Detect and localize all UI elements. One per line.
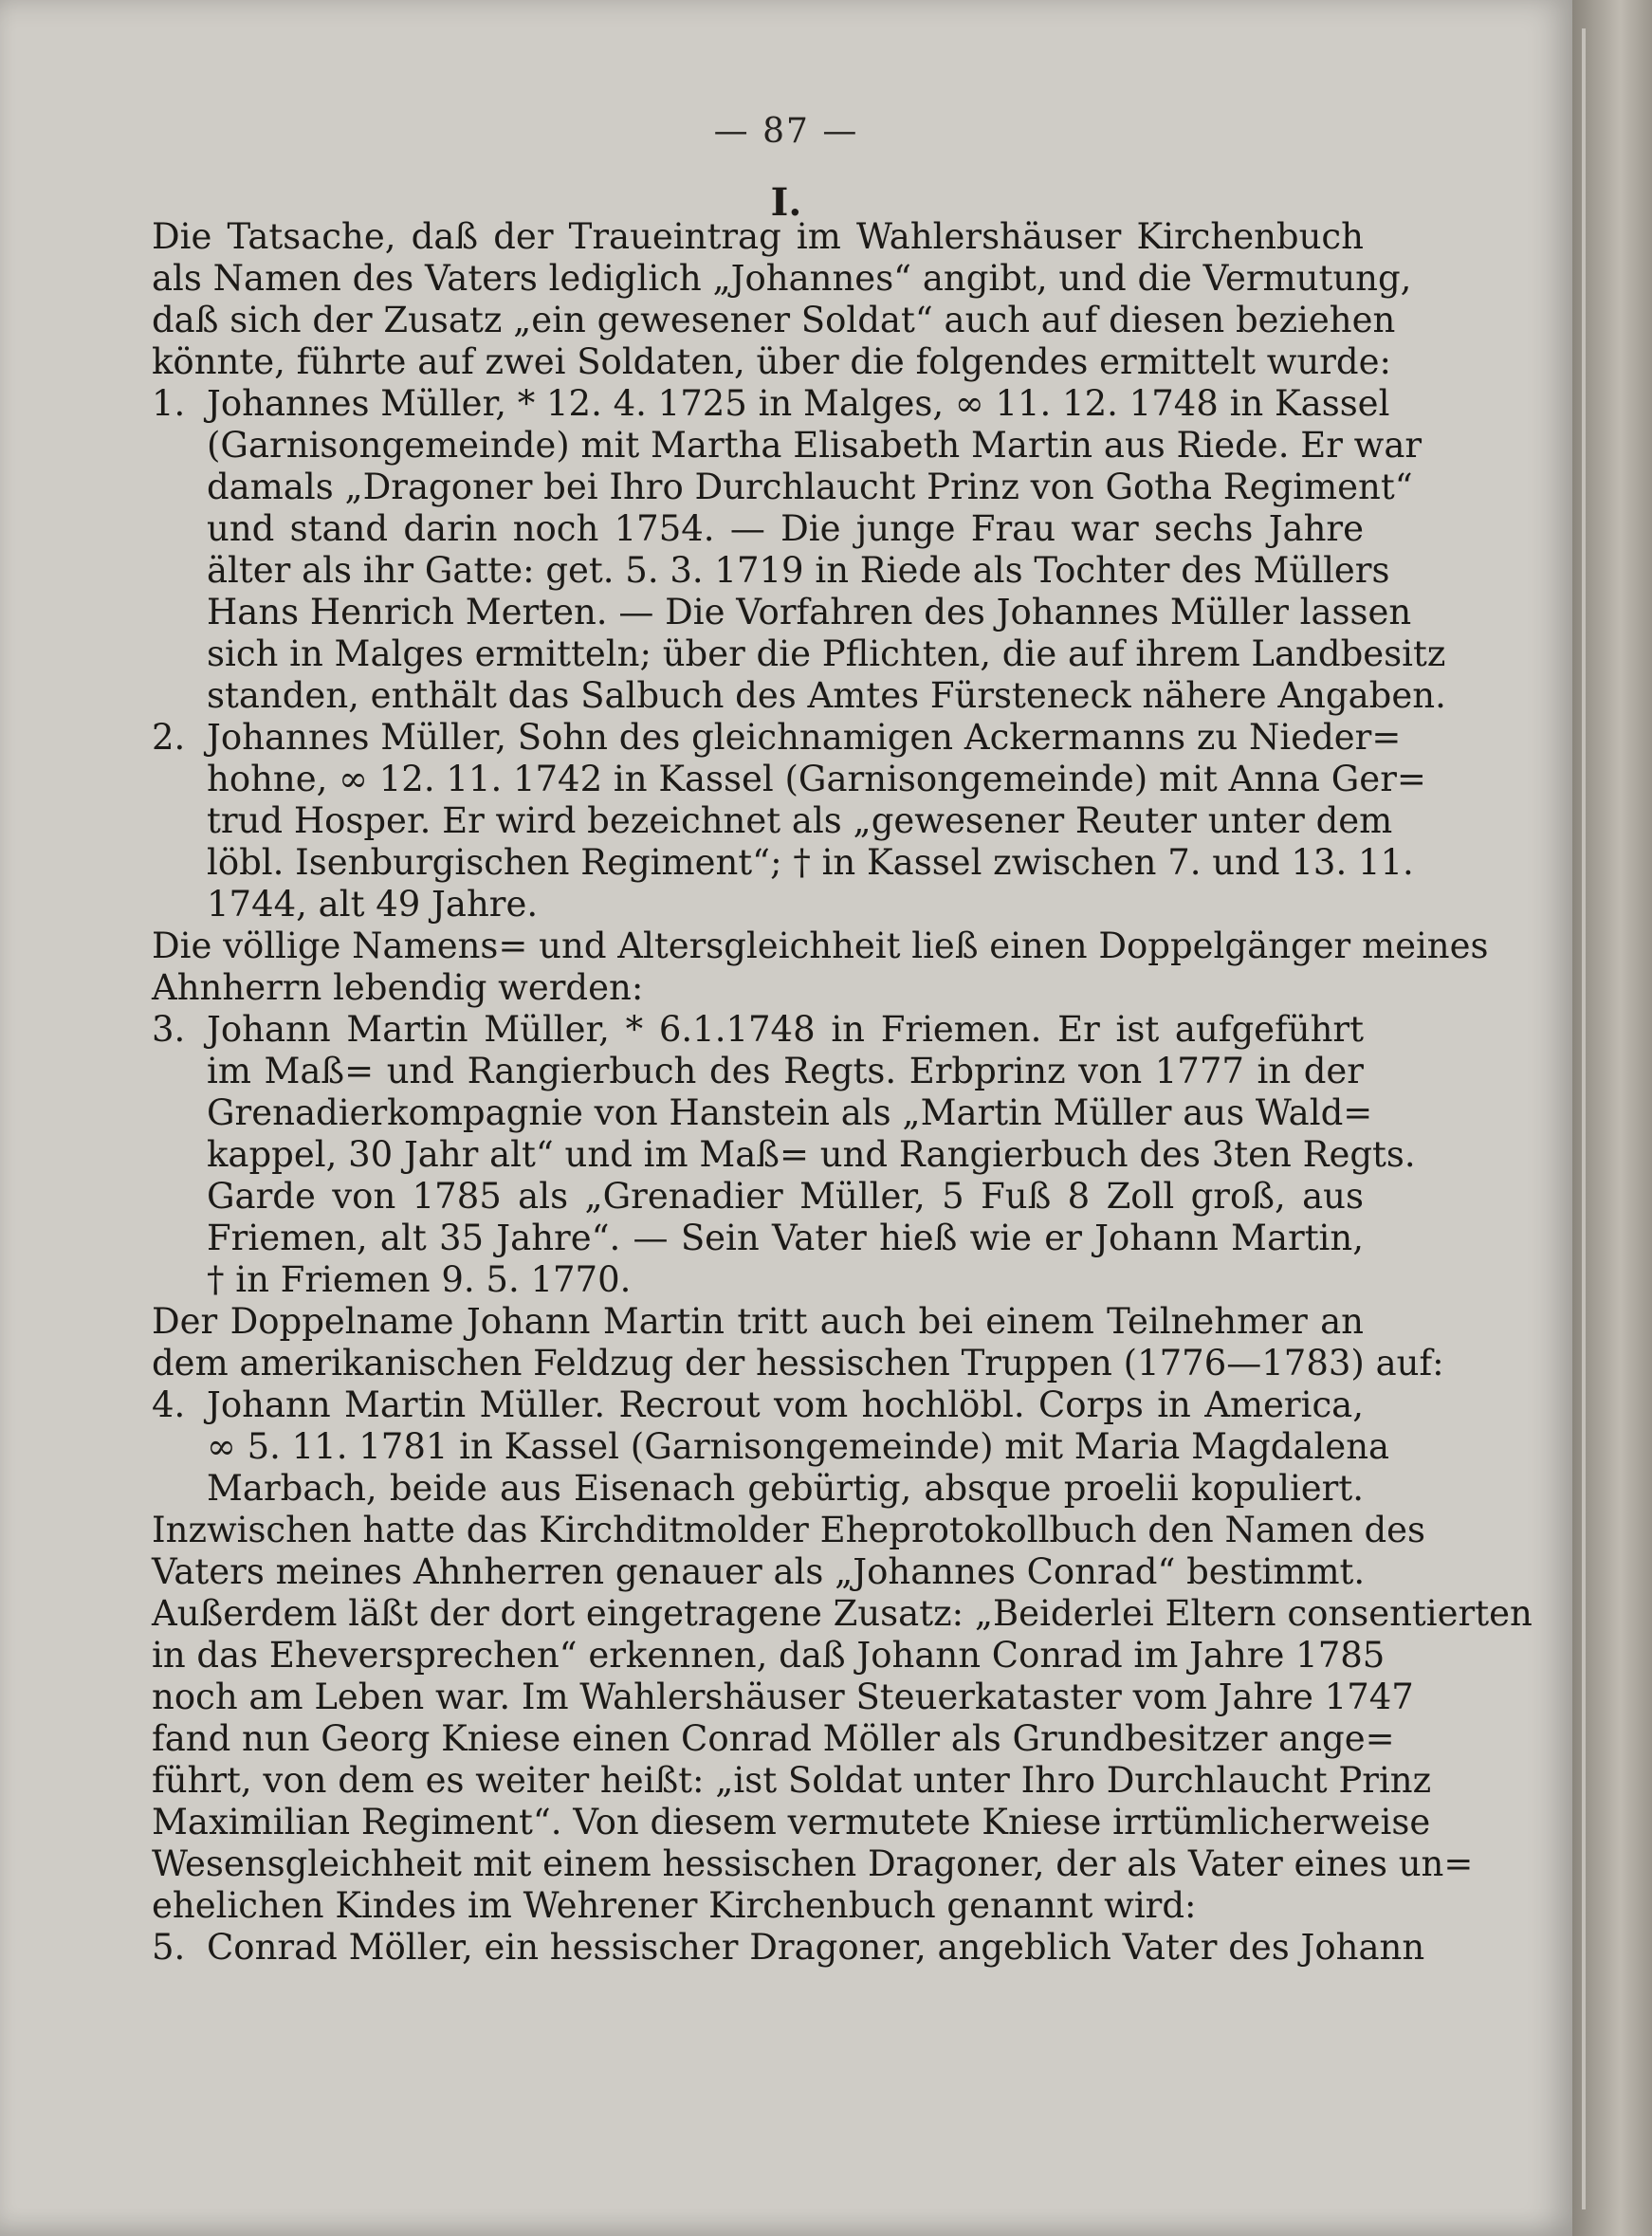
text-line: Johannes Müller, * 12. 4. 1725 in Malges, ∞ 11. 12. 1748 in Kassel [207, 383, 1390, 424]
text-line: sich in Malges ermitteln; über die Pflichten, die auf ihrem Landbesitz [207, 633, 1446, 674]
text-line: führt, von dem es weiter heißt: „ist Soldat unter Ihro Durchlaucht Prinz [152, 1760, 1432, 1801]
item-number: 4. [152, 1384, 186, 1425]
text-line: Außerdem läßt der dort eingetragene Zusatz: „Beiderlei Eltern consentierten [152, 1593, 1533, 1634]
text-line: älter als ihr Gatte: get. 5. 3. 1719 in Riede als Tochter des Müllers [207, 550, 1390, 591]
item-number: 1. [152, 383, 186, 424]
text-line: Wesensgleichheit mit einem hessischen Dragoner, der als Vater eines un= [152, 1843, 1474, 1884]
page-number: — 87 — [713, 112, 859, 151]
text-line: Johann Martin Müller. Recrout vom hochlöbl. Corps in America, [207, 1384, 1364, 1425]
text-line: Ahnherrn lebendig werden: [152, 967, 644, 1008]
text-line: Hans Henrich Merten. — Die Vorfahren des Johannes Müller lassen [207, 592, 1412, 632]
text-line: Die völlige Namens= und Altersgleichheit ließ einen Doppelgänger meines [152, 926, 1489, 966]
text-line: 1744, alt 49 Jahre. [207, 884, 539, 925]
text-line: damals „Dragoner bei Ihro Durchlaucht Prinz von Gotha Regiment“ [207, 467, 1413, 507]
list-item-1 [152, 383, 1446, 717]
list-item-2 [152, 717, 1426, 926]
paragraph-intro [152, 216, 1412, 383]
text-line: Die Tatsache, daß der Traueintrag im Wahlershäuser Kirchenbuch [152, 216, 1364, 257]
text-line: standen, enthält das Salbuch des Amtes Fürsteneck nähere Angaben. [207, 675, 1446, 716]
text-line: kappel, 30 Jahr alt“ und im Maß= und Rangierbuch des 3ten Regts. [207, 1134, 1416, 1175]
paragraph-doppelgaenger [152, 926, 1489, 1009]
text-line: in das Eheversprechen“ erkennen, daß Johann Conrad im Jahre 1785 [152, 1635, 1386, 1676]
text-line: dem amerikanischen Feldzug der hessischen Truppen (1776—1783) auf: [152, 1343, 1444, 1384]
text-line: Maximilian Regiment“. Von diesem vermutete Kniese irrtümlicherweise [152, 1802, 1431, 1842]
list-item-4 [152, 1384, 1390, 1510]
text-line: Friemen, alt 35 Jahre“. — Sein Vater hieß wie er Johann Martin, [207, 1218, 1364, 1258]
section-heading: I. [770, 180, 802, 225]
text-line: Garde von 1785 als „Grenadier Müller, 5 Fuß 8 Zoll groß, aus [207, 1176, 1364, 1217]
item-number: 3. [152, 1009, 186, 1050]
text-line: im Maß= und Rangierbuch des Regts. Erbprinz von 1777 in der [207, 1051, 1364, 1091]
item-number: 2. [152, 717, 186, 758]
text-line: als Namen des Vaters lediglich „Johannes“ angibt, und die Vermutung, [152, 258, 1412, 299]
text-line: löbl. Isenburgischen Regiment“; † in Kassel zwischen 7. und 13. 11. [207, 842, 1414, 883]
text-line: (Garnisongemeinde) mit Martha Elisabeth Martin aus Riede. Er war [207, 425, 1423, 466]
paragraph-doppelname [152, 1301, 1444, 1384]
text-line: und stand darin noch 1754. — Die junge Frau war sechs Jahre [207, 508, 1364, 549]
text-line: könnte, führte auf zwei Soldaten, über die folgendes ermittelt wurde: [152, 341, 1391, 382]
text-line: ehelichen Kindes im Wehrener Kirchenbuch genannt wird: [152, 1885, 1197, 1926]
text-line: fand nun Georg Kniese einen Conrad Möller als Grundbesitzer ange= [152, 1718, 1395, 1759]
text-line: ∞ 5. 11. 1781 in Kassel (Garnisongemeinde) mit Maria Magdalena [207, 1426, 1390, 1467]
list-item-5 [152, 1927, 1425, 1969]
text-line: noch am Leben war. Im Wahlershäuser Steuerkataster vom Jahre 1747 [152, 1677, 1414, 1717]
text-line: Marbach, beide aus Eisenach gebürtig, absque proelii kopuliert. [207, 1468, 1364, 1509]
body-text [152, 216, 1533, 1969]
text-line: daß sich der Zusatz „ein gewesener Soldat“ auch auf diesen beziehen [152, 300, 1396, 340]
text-line: Conrad Möller, ein hessischer Dragoner, angeblich Vater des Johann [207, 1927, 1425, 1968]
text-line: Johann Martin Müller, * 6.1.1748 in Friemen. Er ist aufgeführt [207, 1009, 1364, 1050]
paragraph-inzwischen [152, 1510, 1533, 1927]
text-line: † in Friemen 9. 5. 1770. [207, 1259, 632, 1300]
text-line: Grenadierkompagnie von Hanstein als „Martin Müller aus Wald= [207, 1092, 1373, 1133]
list-item-3 [152, 1009, 1416, 1301]
text-line: Der Doppelname Johann Martin tritt auch bei einem Teilnehmer an [152, 1301, 1364, 1342]
text-line: trud Hosper. Er wird bezeichnet als „gewesener Reuter unter dem [207, 800, 1393, 841]
text-line: Inzwischen hatte das Kirchditmolder Eheprotokollbuch den Namen des [152, 1510, 1426, 1550]
page-edge-highlight [1582, 28, 1586, 2209]
item-number: 5. [152, 1927, 186, 1968]
text-line: Johannes Müller, Sohn des gleichnamigen Ackermanns zu Nieder= [207, 717, 1402, 758]
text-line: hohne, ∞ 12. 11. 1742 in Kassel (Garnisongemeinde) mit Anna Ger= [207, 759, 1426, 799]
text-line: Vaters meines Ahnherren genauer als „Johannes Conrad“ bestimmt. [152, 1551, 1366, 1592]
